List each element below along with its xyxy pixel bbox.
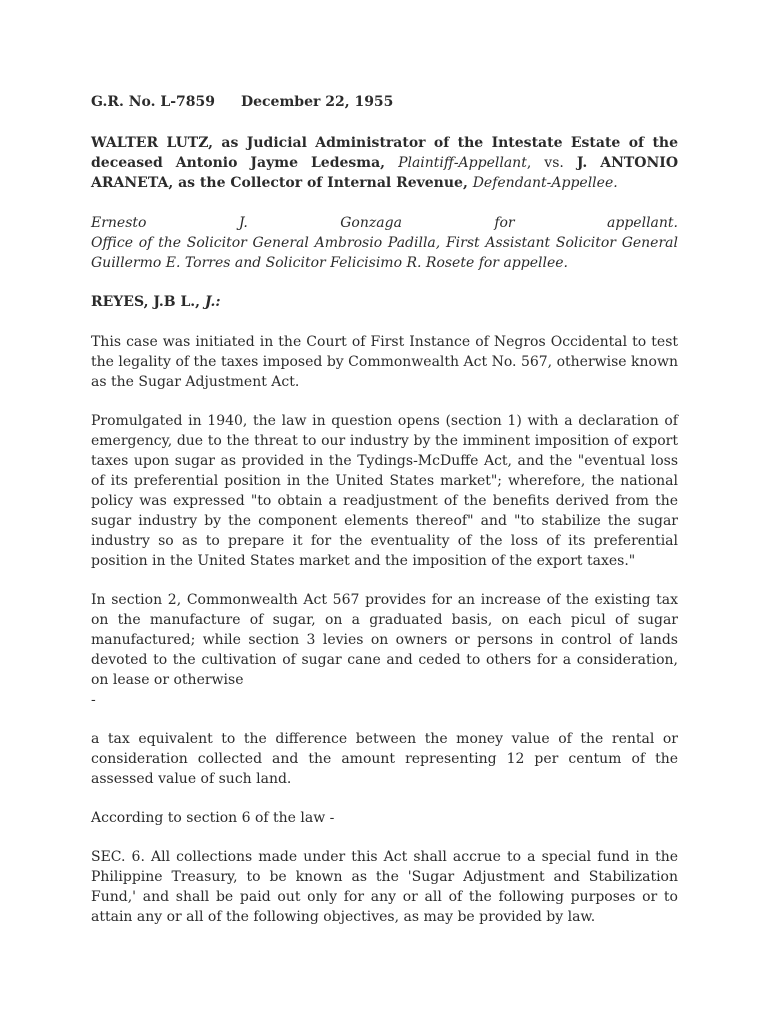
paragraph-1: This case was initiated in the Court of First Instance of Negros Occidental to test the legality of the taxes imposed by Commonwealth Act No. 567, otherwise known as the Sugar Adjustment Act.	[91, 334, 678, 390]
defendant-role: Defendant-Appellee.	[472, 175, 618, 191]
ponente-name: REYES, J.B L.,	[91, 294, 205, 310]
paragraph-2: Promulgated in 1940, the law in question opens (section 1) with a declaration of emergency, due to the threat to our industry by the imminent imposition of export taxes upon sugar as provided in the Tydings-McDuffe Act, and the "eventual loss of its preferential position in the United States market"; wherefore, the national policy was expressed "to obtain a readjustment of the benefits derived from the sugar industry by the component elements thereof" and "to stabilize the sugar industry so as to prepare it for the eventuality of the loss of its preferential position in the United States market and the imposition of the export taxes."	[91, 413, 678, 569]
plaintiff-name: WALTER LUTZ, as Judicial Administrator of the Intestate Estate of the deceased Antonio Jayme Ledesma,	[91, 135, 678, 171]
party-separator-comma: ,	[526, 155, 532, 171]
appellee-counsel: Office of the Solicitor General Ambrosio Padilla, First Assistant Solicitor General Guillermo E. Torres and Solicitor Felicisimo R. Rosete for appellee.	[91, 235, 678, 271]
plaintiff-role: Plaintiff-Appellant	[398, 155, 527, 171]
document-page	[91, 92, 678, 946]
paragraph-6: SEC. 6. All collections made under this Act shall accrue to a special fund in the Philippine Treasury, to be known as the 'Sugar Adjustment and Stabilization Fund,' and shall be paid out only for any or all of the following purposes or to attain any or all of the following objectives, as may be provided by law.	[91, 849, 678, 925]
case-number: G.R. No. L-7859	[91, 94, 215, 110]
case-parties	[91, 133, 678, 193]
paragraph-3: In section 2, Commonwealth Act 567 provides for an increase of the existing tax on the manufacture of sugar, on a graduated basis, on each picul of sugar manufactured; while section 3 levies on owners or persons in control of lands devoted to the cultivation of sugar cane and ceded to others for a consideration, on lease or otherwise	[91, 592, 678, 688]
paragraph-5: According to section 6 of the law -	[91, 810, 335, 826]
paragraph-4: a tax equivalent to the difference between the money value of the rental or consideration collected and the amount representing 12 per centum of the assessed value of such land.	[91, 731, 678, 787]
ponente	[91, 292, 678, 312]
ponente-suffix: J.:	[204, 294, 221, 310]
case-date: December 22, 1955	[240, 94, 394, 110]
defendant-name: J. ANTONIO ARANETA, as the Collector of Internal Revenue,	[91, 155, 679, 191]
appellant-counsel: Ernesto J. Gonzaga for appellant.	[91, 215, 678, 231]
case-heading	[91, 92, 678, 112]
paragraph-3-dash: -	[91, 692, 96, 708]
versus-label: vs.	[544, 155, 564, 171]
counsel-block	[91, 213, 678, 273]
